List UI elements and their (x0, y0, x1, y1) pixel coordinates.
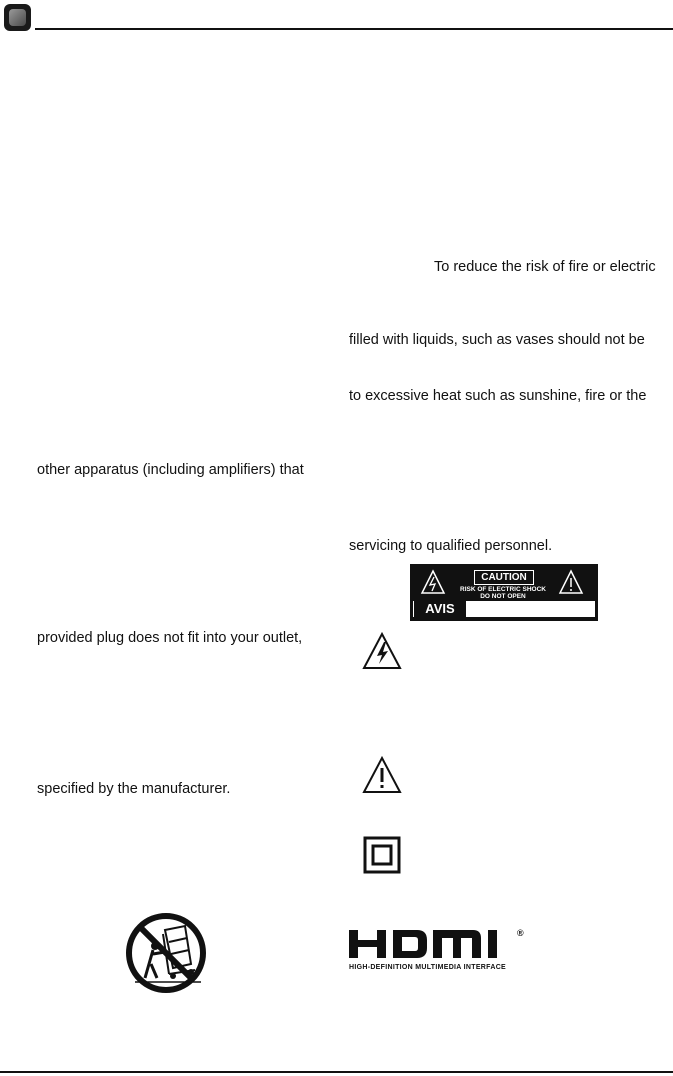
left-text-line-3: specified by the manufacturer. (37, 781, 231, 797)
exclamation-triangle-icon (362, 756, 402, 794)
right-text-line-1: To reduce the risk of fire or electric (434, 259, 656, 275)
footer-rule (0, 1071, 673, 1073)
avis-text: AVIS (414, 601, 466, 617)
shock-line-1: RISK OF ELECTRIC SHOCK (460, 586, 546, 593)
lightning-triangle-icon (420, 569, 446, 595)
registered-mark: ® (517, 928, 524, 938)
right-text-line-2: filled with liquids, such as vases should not be (349, 332, 645, 348)
double-square-icon (363, 836, 401, 874)
hdmi-tagline: HIGH-DEFINITION MULTIMEDIA INTERFACE (349, 964, 507, 971)
exclamation-triangle-icon (558, 569, 584, 595)
shock-text (458, 586, 548, 600)
right-text-line-3: to excessive heat such as sunshine, fire or the (349, 388, 647, 404)
left-text-line-2: provided plug does not fit into your outlet, (37, 630, 303, 646)
left-text-line-1: other apparatus (including amplifiers) that (37, 462, 304, 478)
caution-text: CAUTION (474, 570, 534, 585)
lightning-triangle-icon (362, 632, 402, 670)
right-text-line-4: servicing to qualified personnel. (349, 538, 553, 554)
caution-label (410, 564, 598, 621)
shock-line-2: DO NOT OPEN (480, 593, 526, 600)
header-rule (35, 28, 673, 30)
section-marker-icon (4, 4, 31, 31)
hdmi-logo (349, 928, 515, 960)
cart-tip-over-icon (125, 912, 207, 994)
